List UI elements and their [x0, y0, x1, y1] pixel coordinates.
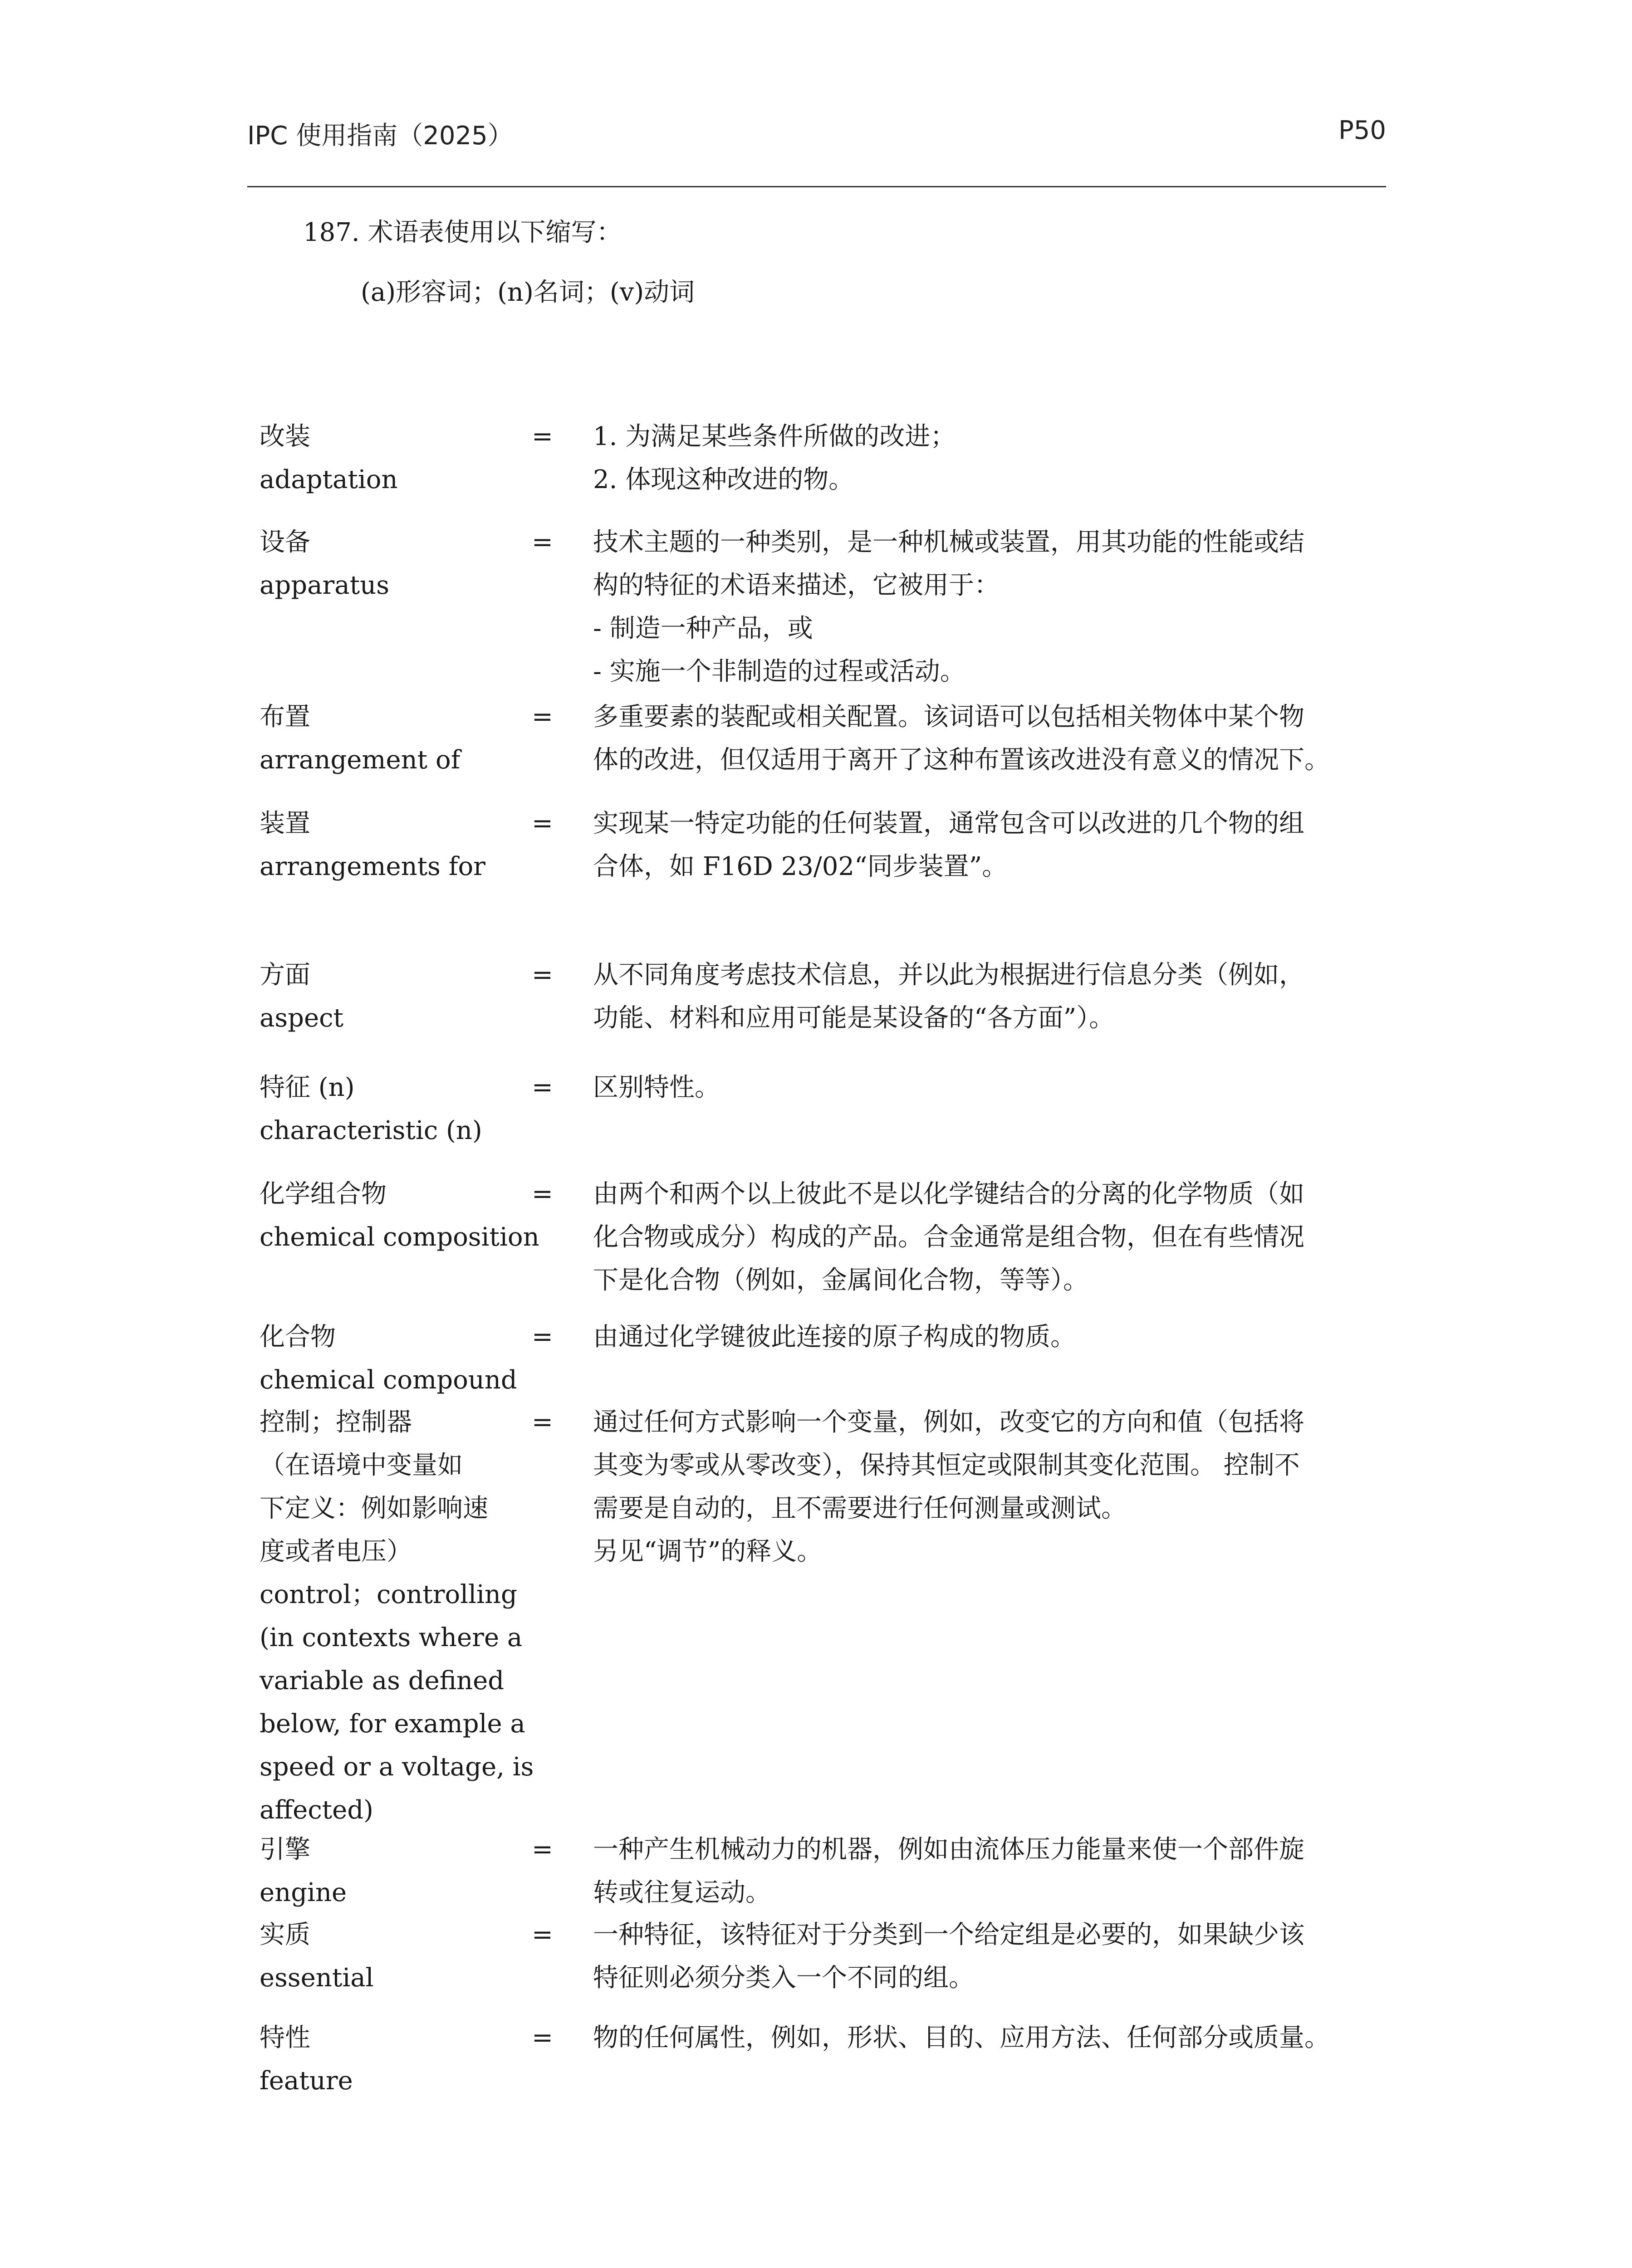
entry-definition: 从不同角度考虑技术信息，并以此为根据进行信息分类（例如， 功能、材料和应用可能是某设备的“各方面”）。 [593, 960, 1304, 1033]
document-title: IPC 使用指南（2025） [247, 121, 513, 151]
entry-definition: 实现某一特定功能的任何装置，通常包含可以改进的几个物的组 合体，如 F16D 23/02“同步装置”。 [593, 809, 1304, 881]
entry-definition: 多重要素的装配或相关配置。该词语可以包括相关物体中某个物 体的改进，但仅适用于离开了这种布置该改进没有意义的情况下。 [593, 702, 1330, 775]
entry-term: 特性 feature [260, 2023, 353, 2096]
entry-term: 实质 essential [260, 1920, 374, 1993]
entry-term: 设备 apparatus [260, 528, 389, 600]
equals-sign: = [532, 528, 553, 557]
entry-term: 化学组合物 chemical composition [260, 1179, 539, 1252]
entry-definition: 由两个和两个以上彼此不是以化学键结合的分离的化学物质（如 化合物或成分）构成的产品。合金通常是组合物，但在有些情况 下是化合物（例如，金属间化合物，等等）。 [593, 1179, 1304, 1295]
equals-sign: = [532, 1322, 553, 1352]
entry-definition: 物的任何属性，例如，形状、目的、应用方法、任何部分或质量。 [593, 2023, 1330, 2053]
equals-sign: = [532, 809, 553, 838]
entry-definition: 区别特性。 [593, 1073, 720, 1102]
page-number: P50 [1338, 116, 1386, 145]
equals-sign: = [532, 1179, 553, 1209]
equals-sign: = [532, 1073, 553, 1102]
entry-term: 装置 arrangements for [260, 809, 485, 881]
entry-term: 化合物 chemical compound [260, 1322, 517, 1395]
equals-sign: = [532, 1920, 553, 1950]
entry-definition: 通过任何方式影响一个变量，例如，改变它的方向和值（包括将 其变为零或从零改变），保持其恒定或限制其变化范围。 控制不 需要是自动的，且不需要进行任何测量或测试。 另见“调节”的释义。 [593, 1408, 1304, 1566]
equals-sign: = [532, 422, 553, 451]
entry-term: 方面 aspect [260, 960, 343, 1033]
entry-definition: 1. 为满足某些条件所做的改进； 2. 体现这种改进的物。 [593, 422, 956, 494]
equals-sign: = [532, 1408, 553, 1437]
entry-term: 改装 adaptation [260, 422, 398, 494]
entry-definition: 技术主题的一种类别，是一种机械或装置，用其功能的性能或结 构的特征的术语来描述，它被用于： - 制造一种产品，或 - 实施一个非制造的过程或活动。 [593, 528, 1304, 686]
entry-definition: 由通过化学键彼此连接的原子构成的物质。 [593, 1322, 1076, 1352]
equals-sign: = [532, 702, 553, 732]
equals-sign: = [532, 1835, 553, 1864]
equals-sign: = [532, 2023, 553, 2053]
intro-item: 187. 术语表使用以下缩写： [303, 218, 622, 247]
entry-term: 布置 arrangement of [260, 702, 461, 775]
intro-abbreviations: (a)形容词；(n)名词；(v)动词 [361, 278, 695, 307]
equals-sign: = [532, 960, 553, 990]
entry-term: 引擎 engine [260, 1835, 347, 1907]
header-divider [247, 186, 1386, 187]
entry-term: 控制；控制器 （在语境中变量如 下定义：例如影响速 度或者电压） control；controlling (in contexts where a variable as defined below, for example a speed or a voltage, is affected) [260, 1408, 534, 1825]
entry-definition: 一种特征，该特征对于分类到一个给定组是必要的，如果缺少该 特征则必须分类入一个不同的组。 [593, 1920, 1304, 1993]
entry-term: 特征 (n) characteristic (n) [260, 1073, 482, 1145]
entry-definition: 一种产生机械动力的机器，例如由流体压力能量来使一个部件旋 转或往复运动。 [593, 1835, 1304, 1907]
page-header [247, 116, 1386, 156]
